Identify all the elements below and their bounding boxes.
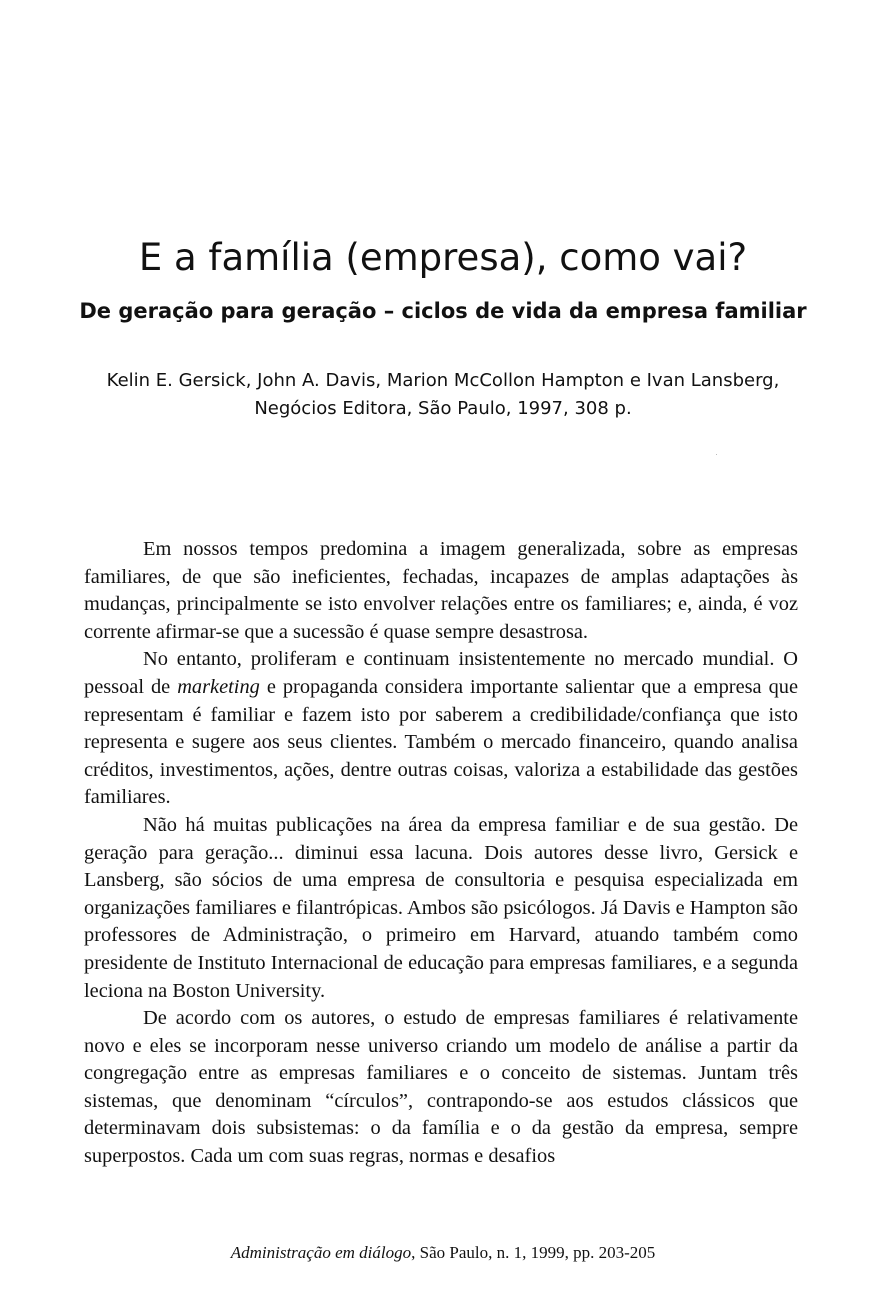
paragraph-3: Não há muitas publicações na área da empresa familiar e de sua gestão. De geração para geração... diminui essa lacuna. Dois autores desse livro, Gersick e Lansberg, são sócios de uma empresa de consultoria e pesquisa especializada em organizações familiares e filantrópicas. Ambos são psicólogos. Já Davis e Hampton são professores de Administração, o primeiro em Harvard, atuando também como presidente de Instituto Internacional de educação para empresas familiares, e a segunda leciona na Boston University. [84, 813, 798, 1002]
paragraph-4: De acordo com os autores, o estudo de empresas familiares é relativamente novo e eles se incorporam nesse universo criando um modelo de análise a partir da congregação entre as empresas familiares e o conceito de sistemas. Juntam três sistemas, que denominam “círculos”, contrapondo-se aos estudos clássicos que determinavam dois subsistemas: o da família e o da gestão da empresa, sempre superpostos. Cada um com suas regras, normas e desafios [84, 1007, 798, 1168]
journal-name: Administração em diálogo [230, 1243, 412, 1262]
review-title: E a família (empresa), como vai? [138, 236, 748, 279]
paragraph-2-end: e propaganda considera importante salientar que a empresa que representam é familiar e fazem isto por saberem a credibilidade/confiança que isto representa e sugere aos seus clientes. Também o mercado financeiro, quando analisa créditos, investimentos, ações, dentre outras coisas, valoriza a estabilidade das gestões familiares. [84, 675, 799, 809]
paragraph-2 [84, 646, 798, 812]
authors-line: Kelin E. Gersick, John A. Davis, Marion McCollon Hampton e Ivan Lansberg, [106, 370, 780, 391]
footer-citation: , São Paulo, n. 1, 1999, pp. 203-205 [411, 1243, 656, 1262]
review-body [84, 536, 798, 1171]
page-footer [0, 1243, 886, 1263]
book-citation [0, 367, 886, 423]
paragraph-2-start: No entanto, proliferam e continuam insistentemente no mercado mundial. O pessoal de [84, 648, 798, 698]
italic-term: marketing [177, 675, 260, 698]
review-subtitle: De geração para geração – ciclos de vida da empresa familiar [79, 299, 807, 323]
paragraph-1: Em nossos tempos predomina a imagem generalizada, sobre as empresas familiares, de que são ineficientes, fechadas, incapazes de amplas adaptações às mudanças, principalmente se isto envolver relações entre os familiares; e, ainda, é voz corrente afirmar-se que a sucessão é quase sempre desastrosa. [84, 538, 798, 643]
scan-speck [716, 454, 717, 455]
publisher-line: Negócios Editora, São Paulo, 1997, 308 p. [254, 398, 632, 419]
